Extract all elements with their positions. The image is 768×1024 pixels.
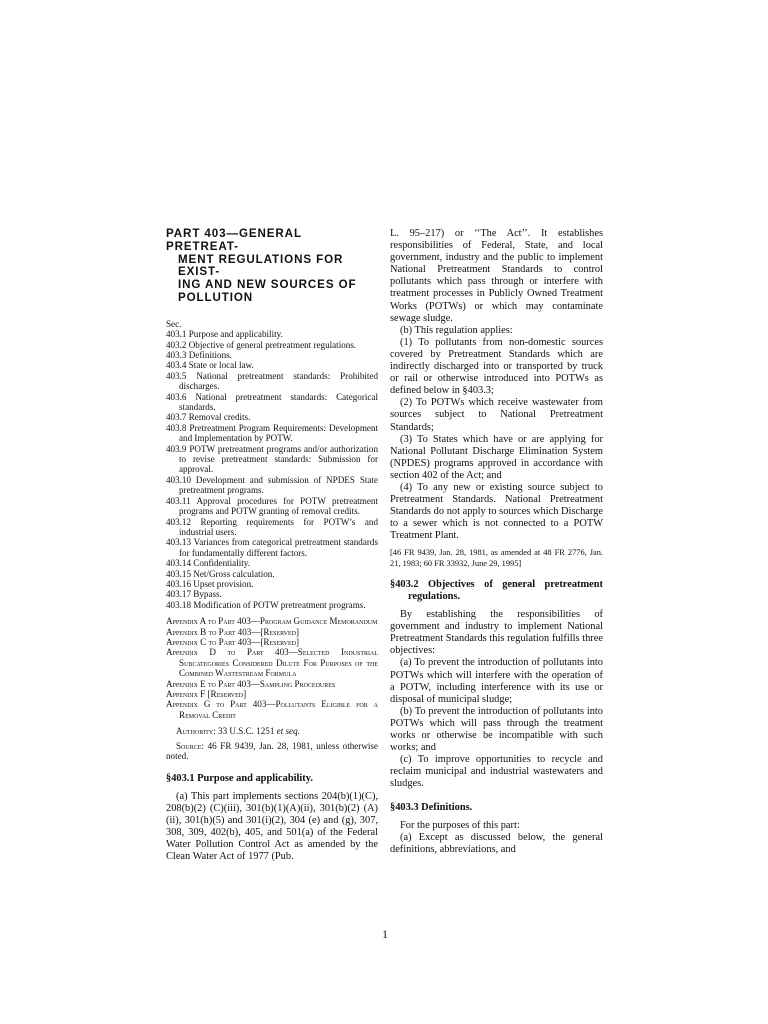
toc-entry: 403.4 State or local law. — [166, 360, 254, 371]
appendix-entry: Appendix D to Part 403—Selected Industrial Subcategories Considered Dilute For Purposes of the Combined Wastestream Formula — [166, 647, 378, 679]
paragraph-403-1-a: (a) This part implements sections 204(b)(1)(C), 208(b)(2) (C)(iii), 301(b)(1)(A)(ii), 301(b)(2) (A)(ii), 301(h)(5) and 301(i)(2), 304 (e) and (g), 307, 308, 309, 402(b), 405, and 501(a) of the Federal Water Pollution Control Act as amended by the Clean Water Act of 1977 (Pub. — [166, 790, 378, 862]
toc-entry: 403.18 Modification of POTW pretreatment programs. — [166, 599, 366, 610]
toc-entry: 403.14 Confidentiality. — [166, 558, 251, 569]
paragraph-403-1-b2: (2) To POTWs which receive wastewater from sources subject to National Pretreatment Standards; — [390, 397, 603, 433]
part-title — [166, 228, 378, 305]
toc-entry: 403.11 Approval procedures for POTW pretreatment programs and POTW granting of removal credits. — [166, 495, 378, 517]
paragraph-403-2-c: (c) To improve opportunities to recycle and reclaim municipal and industrial wastewaters and sludges. — [390, 754, 603, 790]
toc-entry: 403.3 Definitions. — [166, 350, 232, 360]
amendment-citation: [46 FR 9439, Jan. 28, 1981, as amended at 48 FR 2776, Jan. 21, 1983; 60 FR 33932, June 29, 1995] — [390, 548, 603, 568]
authority-label: Authority: — [176, 726, 216, 737]
authority-suffix: et seq. — [276, 726, 300, 737]
appendix-entry: Appendix C to Part 403—[Reserved] — [166, 636, 300, 647]
appendix-entry: Appendix B to Part 403—[Reserved] — [166, 626, 300, 637]
appendix-entry: Appendix E to Part 403—Sampling Procedures — [166, 678, 336, 689]
toc-entry: 403.7 Removal credits. — [166, 412, 251, 423]
source-label: Source: — [176, 740, 204, 751]
paragraph-403-1-b4: (4) To any new or existing source subject to Pretreatment Standards. National Pretreatment Standards do not apply to sources which Discharge to a sewer which is not connected to a POTW Treatment Plant. — [390, 481, 603, 542]
toc-entry: 403.16 Upset provision. — [166, 578, 254, 589]
paragraph-403-2-intro: By establishing the responsibilities of government and industry to implement National Pretreatment Standards this regulation fulfills three objectives: — [390, 609, 603, 657]
paragraph-403-1-b1: (1) To pollutants from non-domestic sources covered by Pretreatment Standards which are indirectly discharged into or transported by truck or rail or otherwise introduced into POTWs as defined below in §403.3; — [390, 336, 603, 397]
part-title-line: MENT REGULATIONS FOR EXIST- — [178, 252, 344, 279]
toc-sec-label: Sec. — [166, 318, 182, 329]
part-title-line: ING AND NEW SOURCES OF — [178, 278, 357, 292]
toc-entry: 403.2 Objective of general pretreatment regulations. — [166, 339, 357, 350]
paragraph-403-1-b3: (3) To States which have or are applying for National Pollutant Discharge Elimination System (NPDES) programs approved in accordance with section 402 of the Act; and — [390, 433, 603, 481]
table-of-contents — [166, 319, 378, 610]
appendix-list — [166, 616, 378, 720]
toc-entry: 403.1 Purpose and applicability. — [166, 329, 283, 340]
toc-entry: 403.15 Net/Gross calculation. — [166, 568, 275, 579]
paragraph-403-3-intro: For the purposes of this part: — [400, 819, 520, 831]
toc-entry: 403.13 Variances from categorical pretreatment standards for fundamentally different factors. — [166, 537, 378, 558]
toc-entry: 403.17 Bypass. — [166, 589, 222, 600]
right-column — [390, 228, 603, 856]
toc-entry: 403.6 National pretreatment standards: Categorical standards. — [166, 391, 378, 413]
authority-note — [166, 726, 378, 736]
paragraph-403-2-a: (a) To prevent the introduction of pollutants into POTWs which will interfere with the operation of a POTW, including interference with its use or disposal of municipal sludge; — [390, 657, 603, 705]
source-note — [166, 741, 378, 762]
appendix-entry: Appendix G to Part 403—Pollutants Eligible for a Removal Credit — [166, 699, 378, 720]
appendix-entry: Appendix F [Reserved] — [166, 689, 247, 699]
section-heading-403-3: §403.3 Definitions. — [390, 802, 473, 814]
authority-text: 33 U.S.C. 1251 — [218, 726, 275, 737]
paragraph-403-3-a: (a) Except as discussed below, the general definitions, abbreviations, and — [390, 831, 603, 855]
part-title-line: PART 403—GENERAL PRETREAT- — [166, 227, 302, 253]
toc-entry: 403.9 POTW pretreatment programs and/or authorization to revise pretreatment standards: Submission for approval. — [166, 443, 378, 475]
left-column — [166, 228, 378, 863]
section-heading-403-1: §403.1 Purpose and applicability. — [166, 773, 313, 785]
page-number: 1 — [382, 929, 388, 941]
paragraph-403-1-a-continued: L. 95–217) or ‘‘The Act’’. It establishes responsibilities of Federal, State, and local government, industry and the public to implement National Pretreatment Standards to control pollutants which pass through or interfere with treatment processes in Publicly Owned Treatment Works (POTWs) or which may contaminate sewage sludge. — [390, 228, 603, 324]
section-heading-403-2: §403.2 Objectives of general pretreatment regulations. — [390, 578, 603, 602]
paragraph-403-1-b: (b) This regulation applies: — [400, 324, 513, 336]
toc-entry: 403.8 Pretreatment Program Requirements: Development and Implementation by POTW. — [166, 422, 378, 444]
part-title-line: POLLUTION — [178, 290, 254, 304]
paragraph-403-2-b: (b) To prevent the introduction of pollutants into POTWs which will pass through the treatment works or otherwise be incompatible with such works; and — [390, 705, 603, 754]
toc-entry: 403.10 Development and submission of NPDES State pretreatment programs. — [166, 474, 378, 496]
source-text: 46 FR 9439, Jan. 28, 1981, unless otherwise noted. — [166, 740, 378, 762]
appendix-entry: Appendix A to Part 403—Program Guidance Memorandum — [166, 616, 378, 627]
toc-entry: 403.5 National pretreatment standards: Prohibited discharges. — [166, 370, 378, 392]
toc-entry: 403.12 Reporting requirements for POTW’s and industrial users. — [166, 516, 378, 537]
